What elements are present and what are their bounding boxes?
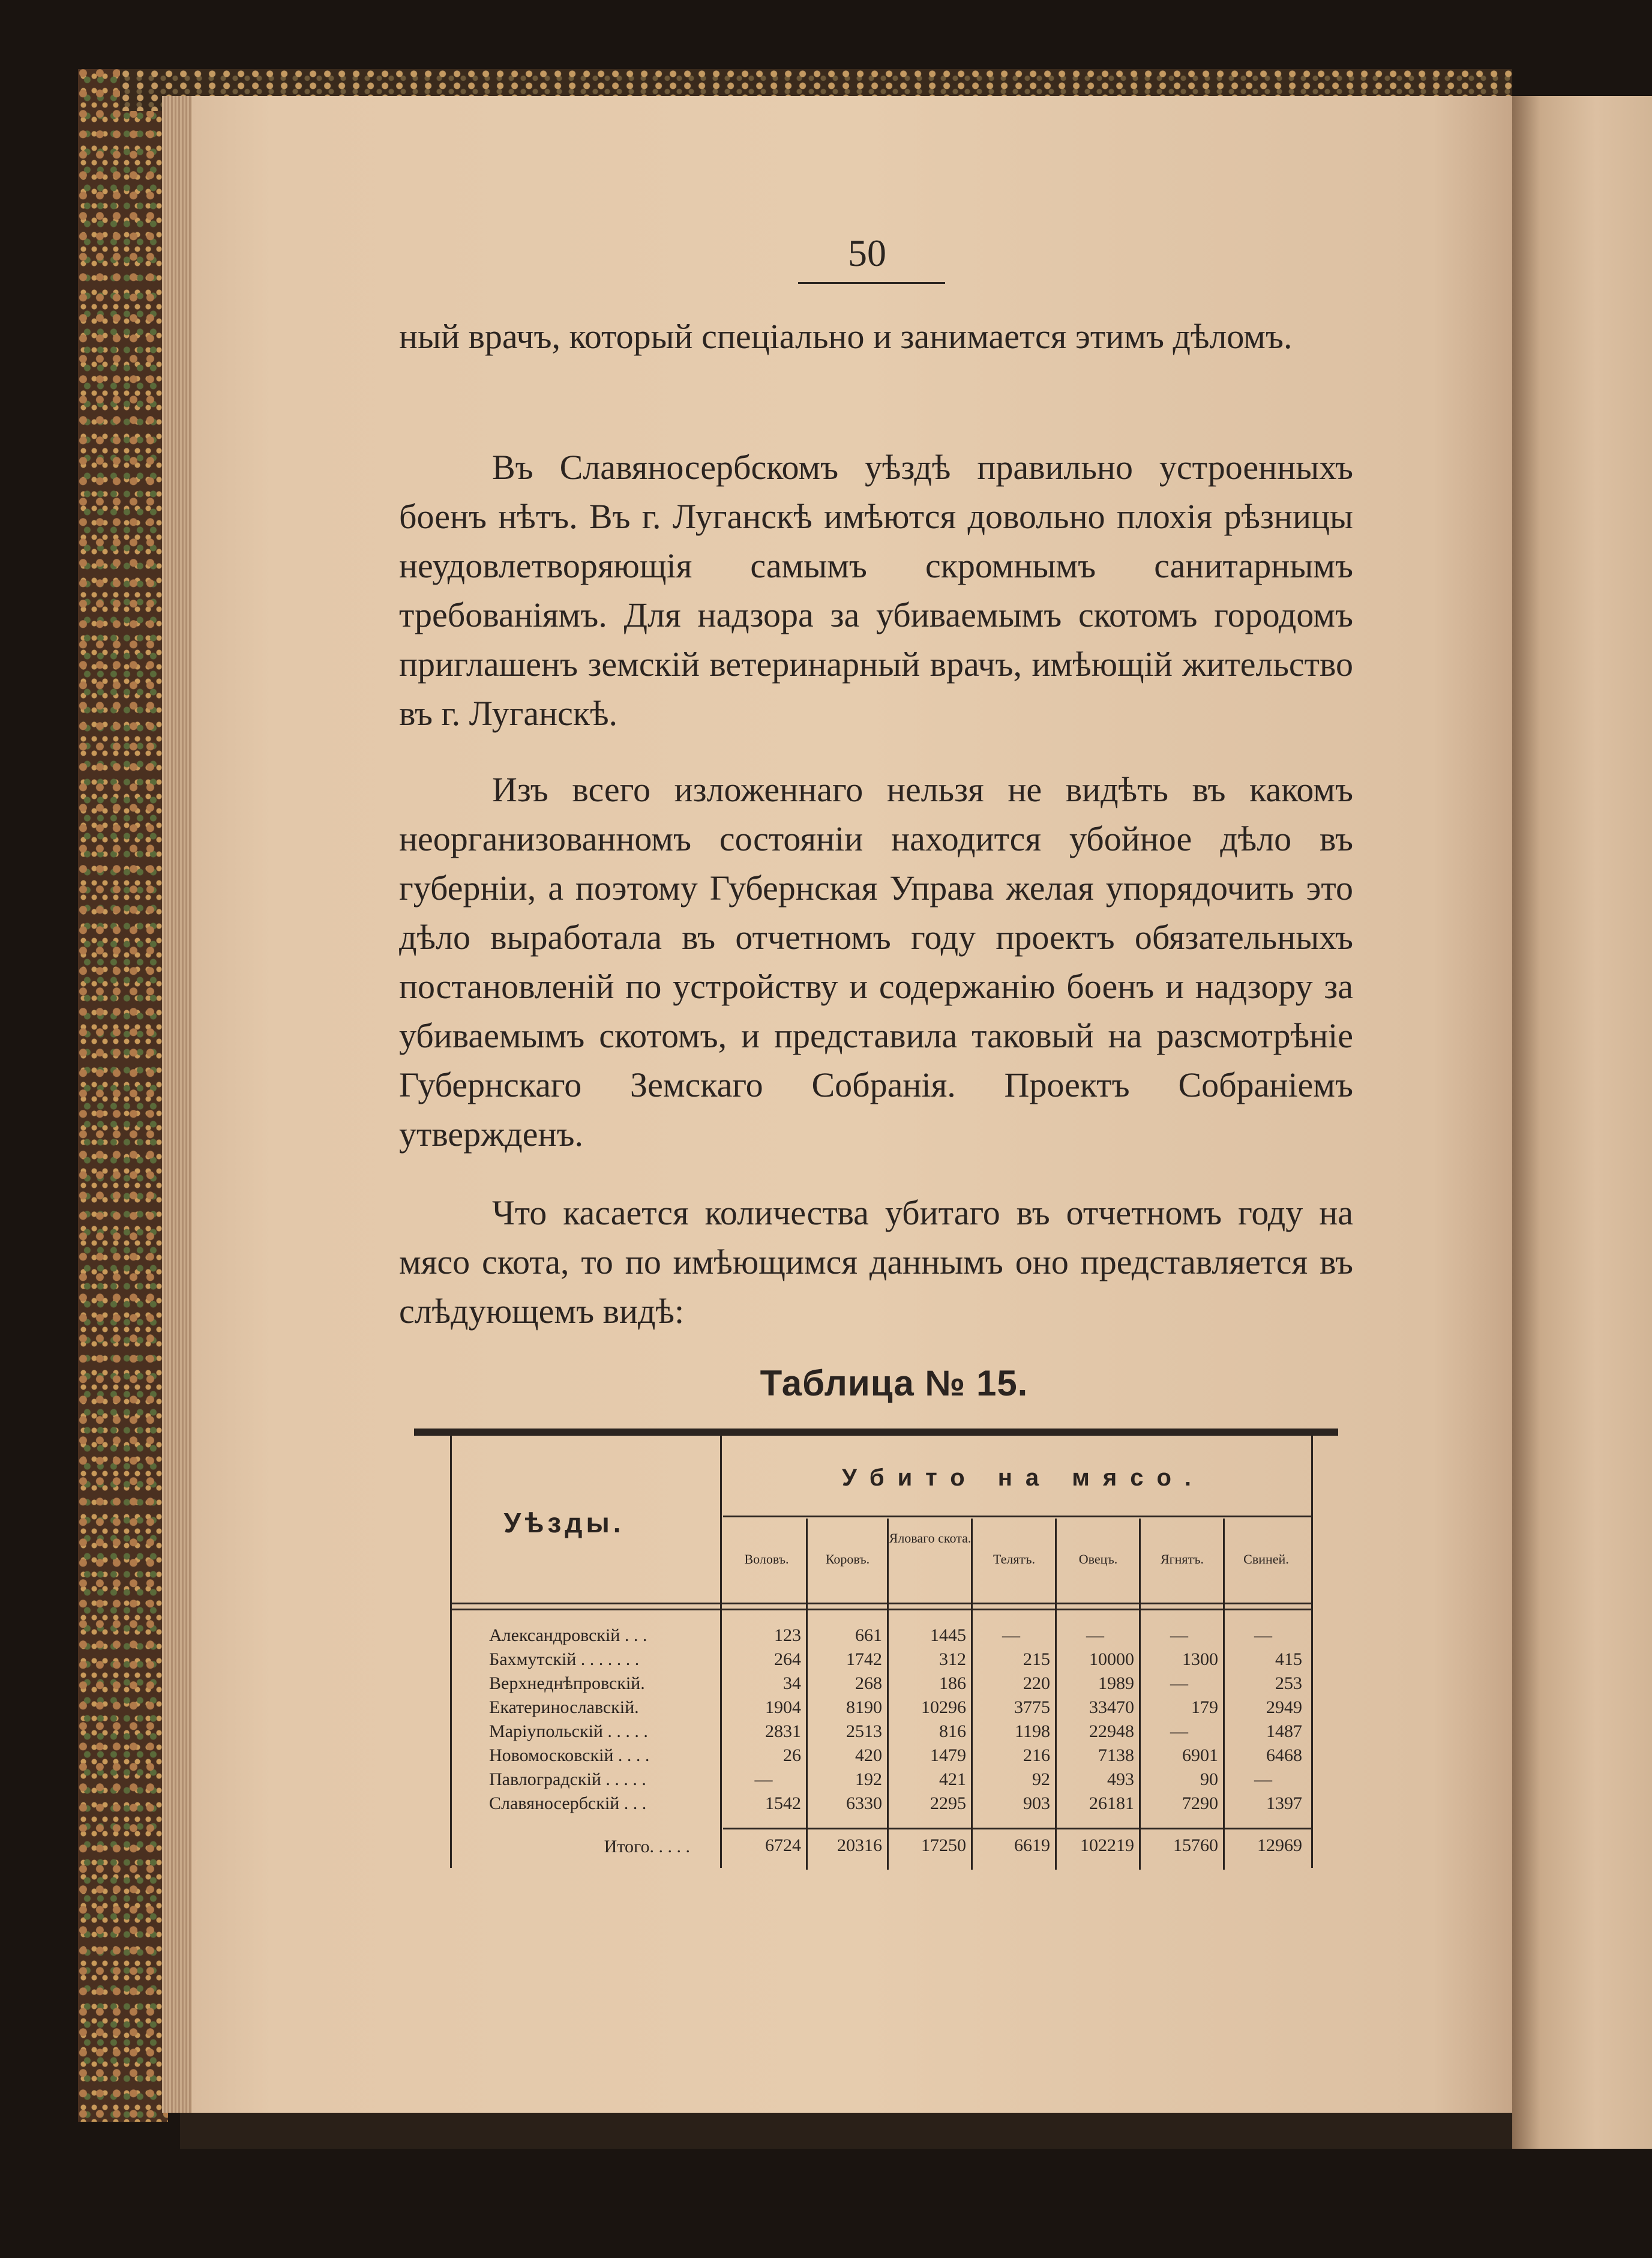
- table-cell: —: [1086, 1625, 1104, 1645]
- total-cell: 15760: [1173, 1835, 1218, 1855]
- table-cell: —: [1170, 1673, 1188, 1693]
- column-header: Телятъ.: [993, 1552, 1035, 1567]
- table-cell: —: [1170, 1625, 1188, 1645]
- table-row-name: Павлоградскій . . . . .: [489, 1769, 646, 1789]
- paragraph-3: [399, 765, 1353, 1159]
- paragraph-2: [399, 443, 1353, 738]
- table-cell: 2949: [1266, 1697, 1302, 1717]
- table-cell: —: [1002, 1625, 1020, 1645]
- table-cell: 8190: [846, 1697, 882, 1717]
- column-divider: [1055, 1519, 1057, 1870]
- table-cell: 10296: [921, 1697, 966, 1717]
- total-label: Итого. . . . .: [604, 1837, 690, 1856]
- table-cell: 26181: [1089, 1793, 1134, 1813]
- table-cell: —: [1254, 1625, 1272, 1645]
- table-cell: 26: [783, 1745, 801, 1765]
- column-header: Ягнятъ.: [1160, 1552, 1204, 1567]
- table-cell: 264: [774, 1649, 801, 1669]
- column-header: Овецъ.: [1078, 1552, 1118, 1567]
- total-cell: 6619: [1014, 1835, 1050, 1855]
- table-cell: 92: [1032, 1769, 1050, 1789]
- total-cell: 20316: [837, 1835, 882, 1855]
- table-cell: 661: [855, 1625, 882, 1645]
- table-row-name: Екатеринославскій.: [489, 1697, 639, 1717]
- column-header: Яловаго скота.: [889, 1531, 972, 1546]
- table-cell: 192: [855, 1769, 882, 1789]
- table-cell: 33470: [1089, 1697, 1134, 1717]
- paragraph-2-text: Въ Славяносербскомъ уѣздѣ правильно устроенныхъ боенъ нѣтъ. Въ г. Луганскѣ имѣются довольно плохія рѣзницы неудовлетворяющія самымъ скромнымъ санитарнымъ требованіямъ. Для надзора за убиваемымъ скотомъ городомъ приглашенъ земскій ветеринарный врачъ, имѣющій жительство въ г. Луганскѣ.: [399, 448, 1353, 733]
- page-number-rule: [798, 282, 945, 284]
- table-uezdy-divider: [720, 1436, 722, 1868]
- column-divider: [1139, 1519, 1141, 1870]
- column-header: Свиней.: [1243, 1552, 1289, 1567]
- book-bottom: [180, 2113, 1512, 2149]
- table-cell: 816: [939, 1721, 966, 1741]
- table-cell: 1742: [846, 1649, 882, 1669]
- table-cell: 123: [774, 1625, 801, 1645]
- table-row-name: Славяносербскій . . .: [489, 1793, 647, 1813]
- table-title: Таблица № 15.: [760, 1363, 1029, 1403]
- table-cell: 1445: [930, 1625, 966, 1645]
- table-cell: 6901: [1182, 1745, 1218, 1765]
- table-cell: 10000: [1089, 1649, 1134, 1669]
- table-cell: 1198: [1015, 1721, 1050, 1741]
- table-cell: 420: [855, 1745, 882, 1765]
- book-cover-marbled: [78, 69, 168, 2122]
- paragraph-4: [399, 1188, 1353, 1336]
- table-cell: 1904: [765, 1697, 801, 1717]
- header-bottom-rule-2: [450, 1609, 1311, 1610]
- table-cell: 1300: [1182, 1649, 1218, 1669]
- total-cell: 17250: [921, 1835, 966, 1855]
- total-cell: 102219: [1080, 1835, 1134, 1855]
- table-cell: —: [1170, 1721, 1188, 1741]
- table-cell: 179: [1191, 1697, 1218, 1717]
- table-row-name: Александровскій . . .: [489, 1625, 647, 1645]
- paragraph-1: [399, 312, 1353, 361]
- table-cell: 2831: [765, 1721, 801, 1741]
- column-divider: [971, 1519, 973, 1870]
- table-cell: 90: [1200, 1769, 1218, 1789]
- table-left-border: [450, 1436, 452, 1868]
- table-cell: 7138: [1098, 1745, 1134, 1765]
- table-cell: 268: [855, 1673, 882, 1693]
- table-row-name: Новомосковскій . . . .: [489, 1745, 650, 1765]
- table-cell: —: [1254, 1769, 1272, 1789]
- total-cell: 12969: [1257, 1835, 1302, 1855]
- table-row-name: Маріупольскій . . . . .: [489, 1721, 648, 1741]
- page-number: 50: [848, 232, 886, 274]
- ubito-header: Убито на мясо.: [841, 1465, 1205, 1491]
- facing-page: [1512, 96, 1652, 2149]
- table-cell: 421: [939, 1769, 966, 1789]
- table-cell: 7290: [1182, 1793, 1218, 1813]
- column-divider: [806, 1519, 808, 1870]
- uezdy-header: Уѣзды.: [503, 1507, 625, 1538]
- column-header: Воловъ.: [744, 1552, 789, 1567]
- table-cell: 312: [939, 1649, 966, 1669]
- paragraph-1-text: ный врачъ, который спеціально и занимается этимъ дѣломъ.: [399, 317, 1293, 356]
- table-cell: 253: [1275, 1673, 1302, 1693]
- group-header-rule: [723, 1516, 1311, 1517]
- table-right-border: [1311, 1436, 1313, 1868]
- table-cell: 903: [1023, 1793, 1050, 1813]
- table-cell: 22948: [1089, 1721, 1134, 1741]
- table-top-rule: [414, 1429, 1338, 1436]
- slaughter-table: [414, 1429, 1338, 1885]
- table-cell: 415: [1275, 1649, 1302, 1669]
- table-cell: 1487: [1266, 1721, 1302, 1741]
- table-cell: 1989: [1098, 1673, 1134, 1693]
- paragraph-4-text: Что касается количества убитаго въ отчетномъ году на мясо скота, то по имѣющимся даннымъ оно представляется въ слѣдующемъ видѣ:: [399, 1193, 1353, 1331]
- column-divider: [1223, 1519, 1225, 1870]
- table-cell: 220: [1023, 1673, 1050, 1693]
- table-cell: 493: [1107, 1769, 1134, 1789]
- table-cell: 6468: [1266, 1745, 1302, 1765]
- table-cell: 34: [783, 1673, 801, 1693]
- table-cell: 2295: [930, 1793, 966, 1813]
- table-row-name: Верхнеднѣпровскій.: [489, 1673, 645, 1693]
- header-bottom-rule: [450, 1603, 1311, 1604]
- table-cell: 186: [939, 1673, 966, 1693]
- table-cell: 1397: [1266, 1793, 1302, 1813]
- table-cell: 1479: [930, 1745, 966, 1765]
- table-cell: 6330: [846, 1793, 882, 1813]
- table-cell: 215: [1023, 1649, 1050, 1669]
- paragraph-3-text: Изъ всего изложеннаго нельзя не видѣть въ какомъ неорганизованномъ состояніи находится убойное дѣло въ губерніи, а поэтому Губернская Управа желая упорядочить это дѣло выработала въ отчетномъ году проектъ обязательныхъ постановленій по устройству и содержанію боенъ и надзору за убиваемымъ скотомъ, и представила таковый на разсмотрѣніе Губернскаго Земскаго Собранія. Проектъ Собраніемъ утвержденъ.: [399, 770, 1353, 1154]
- column-divider: [887, 1519, 889, 1870]
- column-header: Коровъ.: [825, 1552, 870, 1567]
- table-cell: 1542: [765, 1793, 801, 1813]
- table-cell: —: [754, 1769, 773, 1789]
- table-cell: 216: [1023, 1745, 1050, 1765]
- table-cell: 2513: [846, 1721, 882, 1741]
- table-cell: 3775: [1014, 1697, 1050, 1717]
- total-cell: 6724: [765, 1835, 801, 1855]
- table-row-name: Бахмутскій . . . . . . .: [489, 1649, 640, 1669]
